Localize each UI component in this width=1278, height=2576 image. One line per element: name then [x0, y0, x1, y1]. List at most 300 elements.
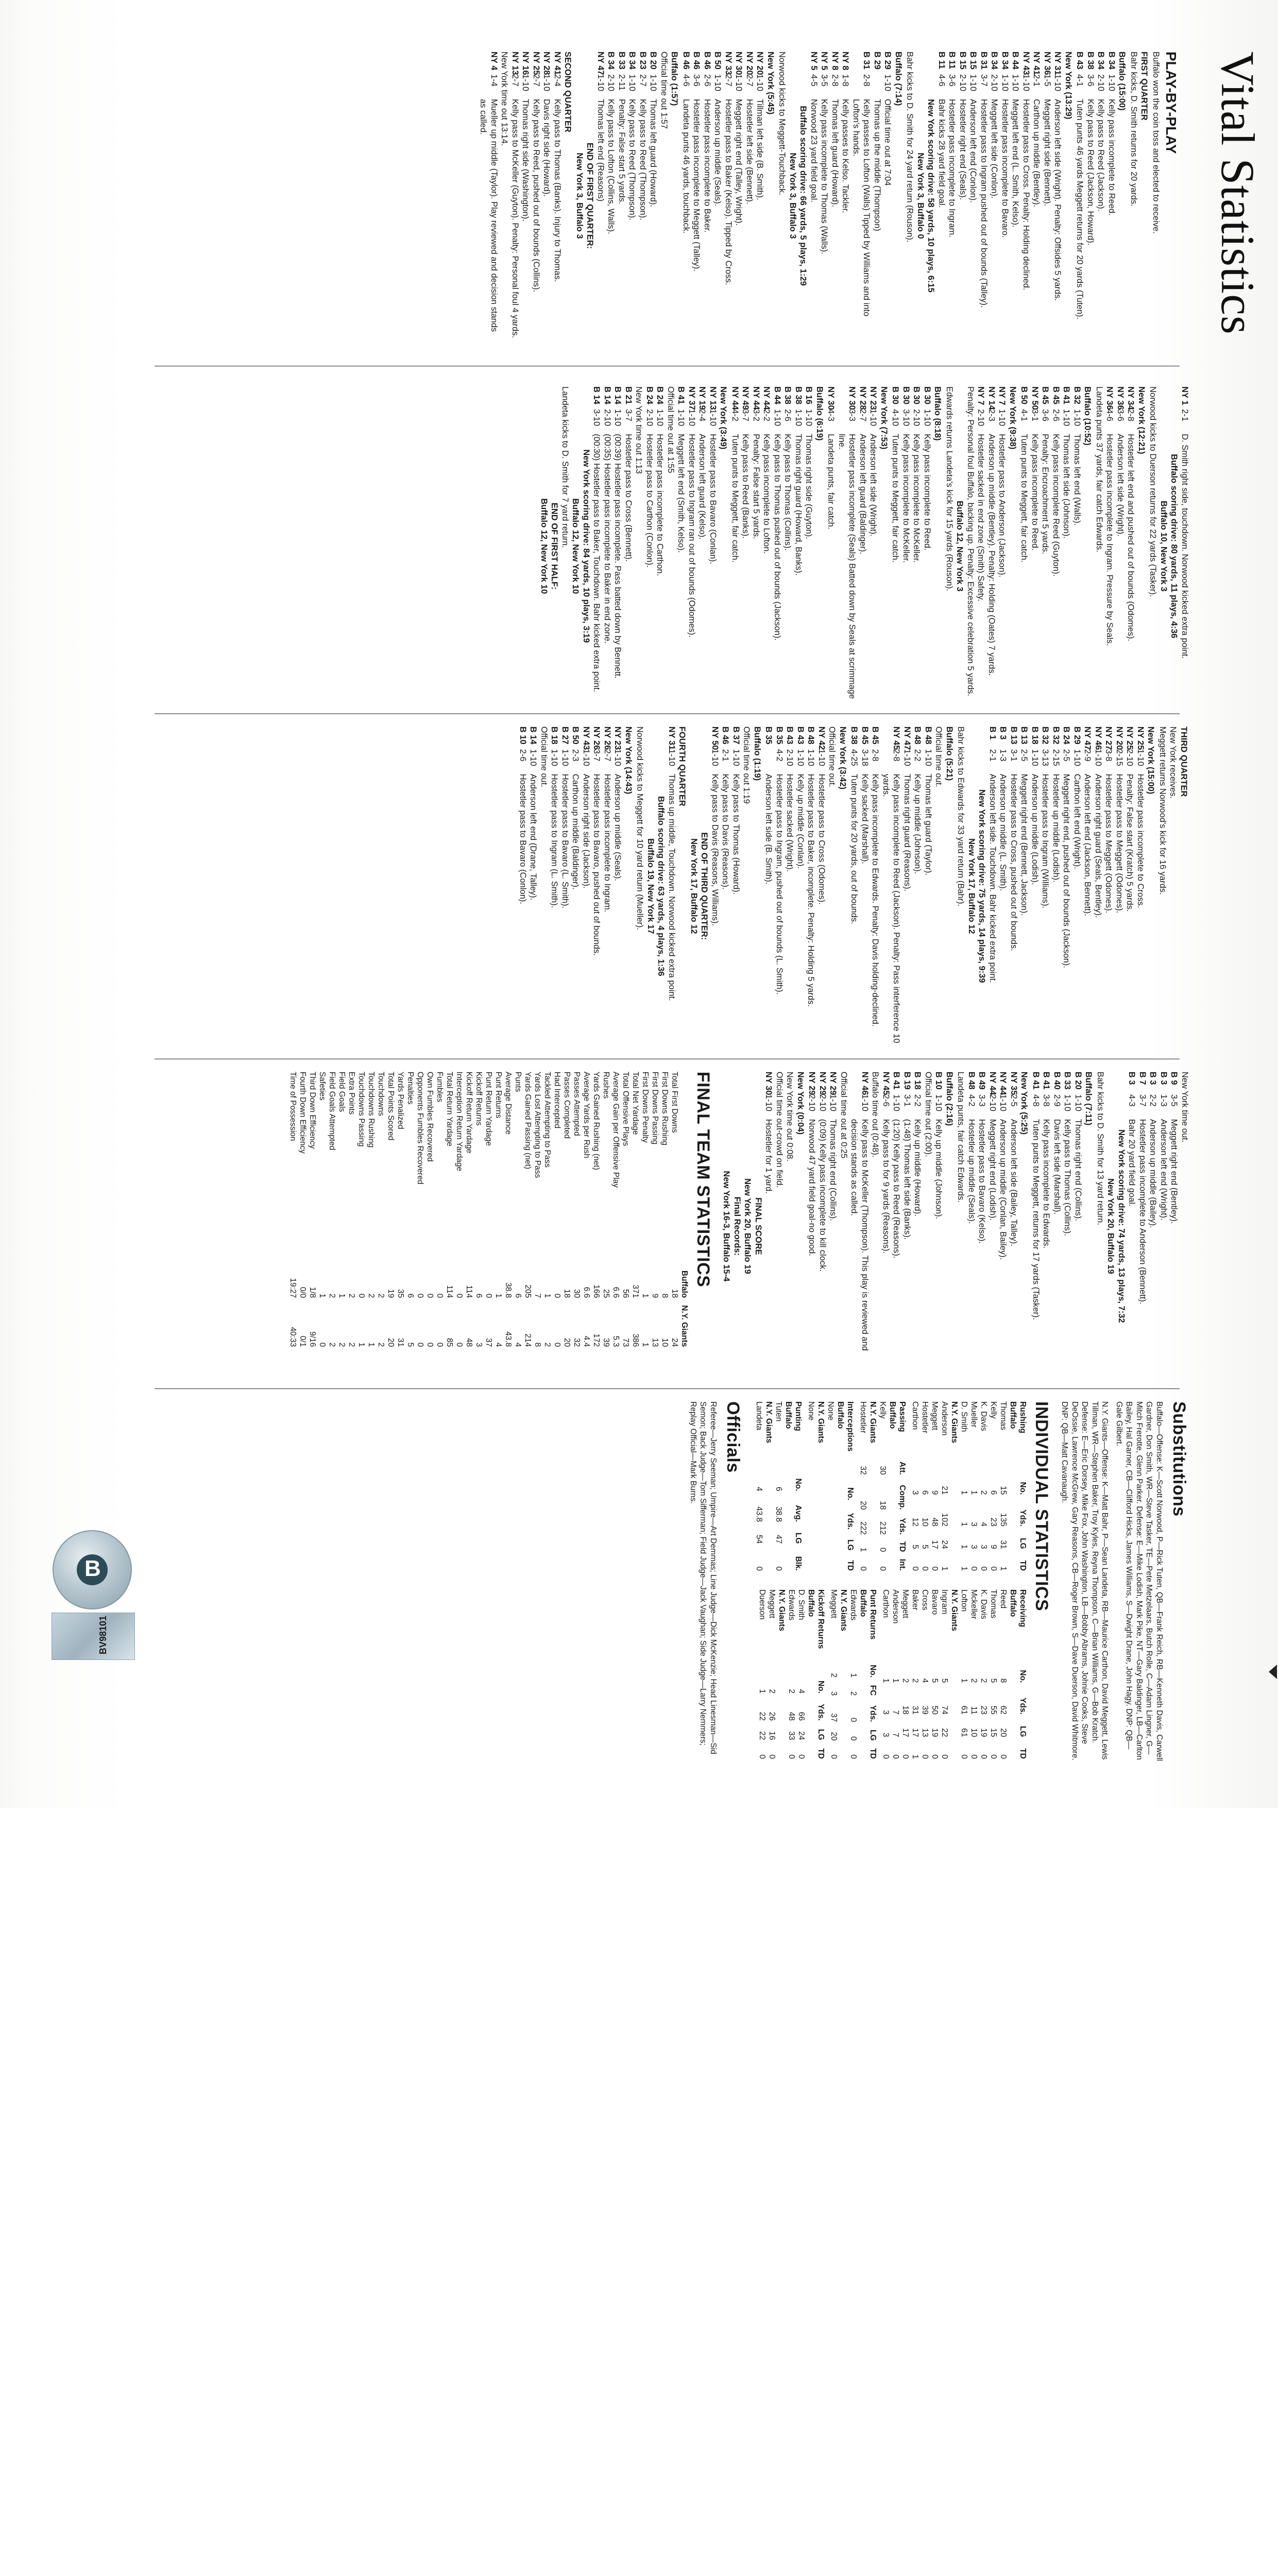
- score-line: END OF THIRD QUARTER:: [700, 832, 709, 940]
- play-row: [804, 386, 814, 706]
- play-row: [1126, 386, 1136, 706]
- play-down: 3-7: [624, 409, 633, 421]
- play-down: 3-7: [592, 749, 602, 761]
- team-stats-row: [484, 1072, 493, 1354]
- play-down: 1-10: [764, 1094, 774, 1112]
- stat-value: 0: [878, 1566, 887, 1571]
- team-stats-row: [474, 1072, 484, 1354]
- play-down: 2-5: [1009, 1094, 1018, 1107]
- play-row: [912, 1072, 923, 1381]
- play-note: Official time out.: [539, 726, 549, 787]
- play-spot: NY 31: [667, 726, 676, 750]
- play-row: [1000, 52, 1011, 340]
- play-row: [1104, 386, 1115, 706]
- stat-giants: 1: [641, 1342, 650, 1347]
- play-row: [655, 386, 666, 706]
- play-spot: B 16: [804, 386, 814, 404]
- play-spot: B 13: [1019, 726, 1029, 744]
- play-down: 2-1: [1032, 74, 1042, 87]
- play-down: 2-11: [617, 74, 626, 91]
- play-text: Kelly pass to Thomas pushed out of bounds (Jackson).: [773, 434, 782, 641]
- player-row: [910, 1589, 920, 1762]
- play-down: 2-10: [606, 74, 616, 92]
- play-row: [979, 52, 990, 340]
- play-text: Meggett right end (Bennett, Jackson).: [1019, 774, 1029, 916]
- play-spot: NY 34: [1126, 386, 1136, 410]
- stat-value: 4: [921, 1678, 929, 1683]
- play-spot: NY 25: [532, 52, 541, 75]
- stat-value: 18: [901, 1705, 910, 1715]
- stat-buffalo: 0: [357, 1293, 366, 1298]
- play-text: (00:39) Hostetler pass incomplete. Pass batted down by Bennett.: [613, 434, 623, 679]
- play-row: [723, 52, 734, 340]
- stat-giants: 20: [386, 1338, 395, 1347]
- play-row: [1041, 1072, 1052, 1381]
- team-stats-row: [562, 1072, 572, 1354]
- play-down: 1-10: [868, 409, 878, 427]
- stat-value: 15: [989, 1728, 998, 1737]
- team-label: N.Y. Giants: [764, 1401, 773, 1443]
- stat-category: Passing: [898, 1401, 907, 1432]
- stat-value: 0: [940, 1754, 949, 1759]
- play-row: [840, 52, 851, 340]
- player-name: Edwards: [787, 1589, 796, 1621]
- play-text: Anderson left side. Touchdown. Bahr kicked extra point.: [988, 774, 997, 984]
- stat-label: Passes Completed: [563, 1072, 571, 1139]
- stat-label: Time of Possession: [288, 1072, 297, 1141]
- pbp-column-1: [478, 52, 1180, 340]
- play-row: [648, 52, 659, 340]
- play-down: 1-10: [710, 749, 720, 767]
- stat-col-header: TD: [868, 1748, 877, 1759]
- play-row: [1010, 52, 1021, 340]
- stat-table: [754, 1401, 803, 1574]
- stat-value: 66: [797, 1711, 806, 1721]
- stat-value: 10: [969, 1728, 978, 1737]
- play-note: Official time out-crowd on field.: [775, 1072, 784, 1188]
- team-stats-header-row: [679, 1072, 689, 1354]
- stat-value: 24: [940, 1540, 949, 1549]
- play-row: [730, 386, 741, 706]
- play-down: 1-10: [1136, 749, 1145, 767]
- stat-value: 39: [921, 1705, 929, 1715]
- play-row: [638, 52, 649, 340]
- play-row: [1115, 386, 1126, 706]
- play-spot: B 10: [518, 726, 527, 744]
- stat-label: Passes Attempted: [572, 1072, 581, 1136]
- play-spot: NY 30: [734, 52, 744, 75]
- play-spot: B 41: [1042, 1072, 1051, 1090]
- play-down: 2-2: [1148, 1094, 1158, 1107]
- play-text: Hostetler pass incomplete (Seals) Batted down by Seals at scrimmage line.: [837, 434, 857, 699]
- player-row: [774, 1401, 783, 1574]
- play-note: New York time out 0:08.: [785, 1072, 795, 1162]
- play-spot: B 14: [603, 386, 612, 404]
- play-row: [923, 726, 934, 1046]
- play-text: Hostetler pass to Bavaro (L. Smith).: [560, 774, 570, 909]
- play-row: [720, 726, 731, 1046]
- team-label-row: [1008, 1401, 1018, 1574]
- play-row: [987, 726, 998, 1046]
- team-label: N.Y. Giants: [816, 1401, 825, 1443]
- team-label: Buffalo: [807, 1589, 815, 1617]
- play-text: Kelly pass to McKeller (Thompson). This play is reviewed and decision stands as called.: [849, 1119, 870, 1351]
- player-name: Thomas: [989, 1589, 998, 1618]
- play-down: 2-7: [724, 74, 733, 87]
- play-spot: NY 5: [809, 52, 819, 71]
- play-down: 2-6: [783, 409, 793, 421]
- play-down: 4-10: [891, 409, 900, 427]
- play-text: Tuten punts to Meggett, returns for 17 yards (Tasker).: [1031, 1119, 1041, 1320]
- play-down: 2-5: [1019, 749, 1029, 761]
- drive-header: Buffalo (1:57): [670, 52, 679, 106]
- play-spot: NY 44: [988, 1072, 997, 1095]
- play-row: [520, 52, 531, 340]
- play-down: 4-6: [681, 74, 691, 87]
- team-stats-row: [542, 1072, 552, 1354]
- play-spot: NY 50: [710, 726, 720, 750]
- stat-label: Had Intercepted: [553, 1072, 561, 1129]
- play-spot: NY 44: [752, 386, 761, 410]
- stat-value: 7: [891, 1732, 900, 1737]
- play-row: [1061, 386, 1072, 706]
- play-spot: B 3: [1127, 1072, 1137, 1085]
- stat-value: 10: [921, 1517, 929, 1527]
- stat-value: 3: [881, 1732, 890, 1737]
- player-name: Mueller: [969, 1401, 978, 1428]
- play-row: [751, 386, 762, 706]
- team-stats-row: [493, 1072, 503, 1354]
- stat-label: Safeties: [318, 1072, 327, 1101]
- play-down: 1-10: [676, 409, 686, 427]
- play-down: 2-7: [638, 74, 647, 87]
- play-text: Kelly pass incomplete to Lofton.: [762, 434, 772, 554]
- play-spot: B 15: [958, 52, 967, 70]
- stat-value: 4: [797, 1689, 806, 1694]
- play-spot: B 38: [849, 726, 859, 744]
- stat-giants: 4: [514, 1342, 522, 1347]
- play-spot: B 46: [681, 52, 691, 70]
- play-row: [911, 386, 922, 706]
- play-spot: NY 8: [841, 52, 850, 71]
- stat-col-header: Comp.: [898, 1485, 907, 1510]
- play-text: Meggett left side (Conlon).: [990, 99, 999, 199]
- play-spot: B 38: [783, 386, 793, 404]
- play-text: Official time out at 7:04: [883, 99, 893, 186]
- pbp-column-4: [288, 1072, 1190, 1381]
- play-row: [761, 386, 772, 706]
- pbp-list-2: [539, 386, 1190, 706]
- play-down: 2-6: [881, 1094, 891, 1107]
- team-stats-row: [356, 1072, 366, 1354]
- player-name: K. Davis: [979, 1401, 988, 1431]
- play-text: Landeta punts, fair catch.: [826, 434, 836, 530]
- team-stats-row: [415, 1072, 425, 1354]
- scoring-drive: Buffalo scoring drive: 66 yards, 5 plays, 1:29: [798, 106, 808, 286]
- stat-value: 20: [829, 1732, 838, 1741]
- play-text: Tuten punts 46 yards Meggett returns for 20 yards (Tuten).: [1075, 99, 1085, 319]
- stat-label: First Downs Penalty: [641, 1072, 650, 1143]
- play-spot: B 50: [571, 726, 581, 744]
- play-spot: NY 7: [997, 386, 1007, 405]
- play-text: Anderson left guard (Kelso).: [697, 434, 707, 540]
- team-label-row: [777, 1589, 787, 1762]
- score-line: Buffalo 12, New York 10: [571, 498, 581, 594]
- player-name: Landeta: [755, 1401, 763, 1431]
- play-down: 1-10: [542, 74, 552, 92]
- play-row: [1073, 1072, 1084, 1381]
- play-spot: B 46: [692, 52, 702, 70]
- play-text: Meggett right end, pushed out of bounds (Jackson).: [1062, 774, 1071, 968]
- play-row: [891, 1072, 902, 1381]
- play-row: [667, 726, 677, 1046]
- team-stats-row: [621, 1072, 631, 1354]
- play-down: 2-10: [976, 409, 986, 427]
- play-spot: NY 42: [817, 726, 826, 750]
- stat-giants: 4: [494, 1342, 503, 1347]
- play-text: Kelly pass incomplete to Reed.: [1030, 434, 1040, 551]
- stat-value: 5: [989, 1678, 998, 1683]
- stat-col-header: LG: [1018, 1726, 1027, 1737]
- play-row: [623, 386, 634, 706]
- subs-buffalo: Buffalo—Offense: K—Scott Norwood, P—Rick Tuten, QB—Frank Reich, RB—Kenneth Davis, Carwell Gardner, Don Smith, WR—Steve Tasker, TE—Pete Metzelaars, Butch Rolle, C—Adam Lingner, G—Mitch Frerotte, Glenn Parker. Defense: E—Mike Lodish, Mark Pike, NT—Gary Baldinger, LB—Carlton Bailey, Hal Garner, CB—Clifford Hicks, James Williams, S—Dwight Drane, John Hagy. DNP: QB—Gale Gilbert.: [1115, 1401, 1164, 1761]
- play-spot: B 46: [721, 726, 730, 744]
- play-spot: B 49: [977, 1072, 987, 1090]
- stat-label: First Downs Rushing: [660, 1072, 669, 1145]
- stat-buffalo: 205: [523, 1284, 532, 1298]
- play-row: [795, 726, 806, 1046]
- play-text: Hostetler up middle (Lodish).: [1051, 774, 1061, 883]
- play-down: 2-3: [987, 409, 996, 421]
- play-note: Official time out 1:19: [742, 726, 752, 804]
- play-text: Tillman left side (B. Smith).: [755, 99, 765, 200]
- play-text: Thomas left guard (Howard).: [649, 99, 658, 207]
- play-spot: NY 45: [892, 726, 901, 750]
- stat-giants: 10: [660, 1338, 669, 1347]
- play-row: [1052, 1072, 1063, 1381]
- drive-header: New York (3:49): [719, 386, 728, 450]
- stat-table: [806, 1401, 855, 1574]
- play-spot: B 1: [988, 726, 997, 740]
- play-text: Tuten punts to Meggett, fair catch.: [730, 434, 740, 563]
- team-stats-row: [503, 1072, 513, 1354]
- stat-giants: 40:33: [288, 1327, 297, 1347]
- stat-buffalo: 0: [455, 1293, 464, 1298]
- play-text: Anderson left side (Wright).: [868, 434, 878, 537]
- player-row: [767, 1589, 777, 1762]
- play-row: [902, 1072, 913, 1381]
- stat-giants: 85: [445, 1338, 454, 1347]
- stat-value: 1: [859, 1547, 867, 1552]
- play-down: 2-3: [571, 749, 581, 761]
- play-text: Kelly pass incomplete to Edwards.: [1042, 1119, 1051, 1249]
- stat-block: [910, 1401, 1028, 1574]
- stat-label: Yards Lost Attempting to Pass: [533, 1072, 542, 1178]
- play-down: 1-3: [998, 749, 1008, 761]
- play-row: [1124, 726, 1135, 1046]
- stat-col-header: No.: [1018, 1482, 1027, 1495]
- play-row: [1148, 1072, 1158, 1381]
- stat-value: 5: [940, 1678, 949, 1683]
- page-corner-mark: [1269, 1665, 1277, 1679]
- team-label: Buffalo: [1009, 1401, 1017, 1429]
- play-row: [1085, 52, 1096, 340]
- stat-value: 23: [979, 1705, 988, 1715]
- play-down: 1-10: [1072, 409, 1082, 427]
- stat-label: Fumbles: [435, 1072, 444, 1103]
- play-text: Kelly pass to Reed (Banks).: [741, 434, 751, 539]
- play-down: 1-10: [613, 749, 623, 767]
- team-stats-row: [317, 1072, 327, 1354]
- play-row: [849, 1072, 870, 1381]
- play-text: Thomas right end (Collins).: [828, 1119, 838, 1222]
- stat-value: 222: [859, 1521, 867, 1535]
- stat-col-header: No.: [816, 1681, 825, 1694]
- play-spot: NY 30: [826, 386, 836, 410]
- play-text: Hostetler right end (Seals).: [958, 99, 967, 200]
- play-down: 3-10: [901, 409, 911, 427]
- play-down: 2-7: [745, 74, 754, 87]
- play-row: [595, 52, 606, 340]
- stat-label: Touchdowns: [377, 1072, 385, 1116]
- stat-label: Kickoff Return Yardage: [465, 1072, 473, 1154]
- play-text: Anderson left end (Wright).: [1159, 1119, 1168, 1221]
- stat-block: [757, 1589, 826, 1762]
- play-text: Thomas right end (Collins).: [1073, 1119, 1083, 1222]
- stat-value: 61: [960, 1705, 968, 1715]
- play-spot: B 50: [1019, 386, 1029, 404]
- play-row: [868, 386, 879, 706]
- play-text: Hostetler pass incomplete to Anderson (Bennett).: [1138, 1119, 1147, 1304]
- stat-col-header: Yds.: [1018, 1510, 1027, 1527]
- stat-buffalo: 1: [318, 1293, 327, 1298]
- team-stats-row: [288, 1072, 298, 1354]
- score-line: Buffalo 19, New York 17: [646, 838, 655, 934]
- player-name: K. Davis: [979, 1589, 988, 1619]
- play-spot: B 35: [764, 726, 774, 744]
- play-down: 2-1: [721, 749, 730, 761]
- play-text: Kelly pass to Thomas (Howard).: [731, 774, 741, 895]
- play-text: Kelly pass incomplete to Edwards. Penalty: Davis holding-declined.: [871, 774, 880, 1027]
- stat-buffalo: 18: [670, 1289, 679, 1298]
- team-stats-row: [376, 1072, 386, 1354]
- team-label: N.Y. Giants: [868, 1401, 877, 1443]
- play-text: Thomas right guard (Howard, Banks).: [794, 434, 803, 576]
- play-spot: B 14: [592, 386, 602, 404]
- stat-giants: 0/1: [298, 1335, 307, 1347]
- stat-value: 2: [911, 1678, 919, 1683]
- play-row: [826, 386, 837, 706]
- officials-heading: Officials: [723, 1401, 743, 1473]
- play-spot: NY 30: [847, 386, 857, 410]
- play-row: [817, 1072, 828, 1381]
- stat-buffalo: 30: [572, 1289, 581, 1298]
- stat-value: 17: [901, 1728, 910, 1737]
- stat-value: 22: [940, 1728, 949, 1737]
- play-row: [966, 1072, 977, 1381]
- play-down: 3-6: [1086, 74, 1095, 87]
- stat-buffalo: 2: [377, 1293, 385, 1298]
- play-row: [989, 52, 1000, 340]
- stat-category: Receiving: [1018, 1589, 1027, 1628]
- team-stats-body: [288, 1072, 679, 1354]
- stat-header-row: [1018, 1401, 1028, 1574]
- play-text: Tuten punts for 20 yards, out of bounds.: [849, 774, 859, 924]
- play-down: 2-1: [988, 749, 997, 761]
- play-text: Kelly pass to Davis (Reasons, Williams).: [710, 774, 720, 926]
- play-row: [612, 386, 623, 706]
- play-down: 2-4: [553, 74, 562, 87]
- play-spot: B 50: [713, 52, 723, 70]
- play-text: Kelly up middle (Conlan).: [796, 774, 805, 869]
- play-note: New York receives.: [1168, 726, 1178, 799]
- play-row: [977, 1072, 987, 1381]
- play-down: 3-6: [692, 74, 702, 87]
- player-name: Bavaro: [930, 1589, 939, 1615]
- stat-col-header: TD: [1018, 1748, 1027, 1759]
- stat-label: Own Fumbles Recovered: [425, 1072, 434, 1162]
- play-row: [933, 1072, 944, 1381]
- play-text: Thomas left guard (Taylor).: [924, 774, 933, 876]
- stat-value: 1: [999, 1566, 1008, 1571]
- player-name: Duerson: [758, 1589, 766, 1620]
- play-spot: B 19: [902, 1072, 912, 1090]
- play-spot: B 43: [1075, 52, 1085, 70]
- player-row: [998, 1589, 1008, 1762]
- stat-value: 55: [989, 1705, 998, 1715]
- play-spot: NY 26: [592, 726, 602, 750]
- scoring-drive: New York scoring drive: 58 yards, 10 plays, 6:15: [926, 99, 936, 293]
- stat-value: 1: [960, 1522, 968, 1527]
- stat-buffalo: 38.8: [504, 1282, 513, 1298]
- stat-col-header: LG: [846, 1539, 855, 1551]
- play-down: 2-10: [988, 1094, 997, 1112]
- stat-value: 11: [969, 1706, 978, 1715]
- play-text: Hostetler pass to Bavaro (Conlan).: [708, 434, 718, 565]
- play-row: [1075, 52, 1085, 340]
- play-down: 2-10: [818, 1094, 827, 1112]
- player-name: Kelly: [878, 1401, 887, 1419]
- play-text: Hostetler sacked (Wright).: [785, 774, 795, 872]
- play-row: [968, 52, 979, 340]
- stat-giants: 0: [318, 1342, 327, 1347]
- play-spot: NY 20: [1115, 726, 1124, 750]
- play-note: Buffalo time out (0:48).: [871, 1072, 880, 1158]
- play-spot: NY 44: [762, 386, 772, 410]
- play-row: [890, 386, 901, 706]
- stat-buffalo: 8: [660, 1293, 669, 1298]
- play-row: [901, 386, 912, 706]
- play-text: Hostetler pass to Ingram, pushed out of bounds (L. Smith).: [775, 774, 784, 995]
- play-text: Anderson up middle (Seals).: [713, 99, 723, 207]
- play-text: Norwood 47 yard field goal-no good.: [807, 1119, 817, 1257]
- play-text: Kelly pass to Thomas (Collins).: [783, 434, 793, 551]
- stat-value: 0: [979, 1566, 988, 1571]
- play-spot: B 20: [1073, 1072, 1083, 1090]
- play-down: 1-10: [1030, 749, 1040, 767]
- play-spot: NY 36: [1116, 386, 1125, 410]
- play-spot: NY 1: [1180, 386, 1189, 405]
- score-line: New York 16-3, Buffalo 15-4: [722, 1171, 731, 1282]
- stat-giants: 8: [533, 1342, 542, 1347]
- stat-giants: 39: [602, 1338, 610, 1347]
- team-label: Buffalo: [1009, 1589, 1017, 1617]
- stat-label: Total Return Yardage: [445, 1072, 454, 1147]
- play-down: 2-7: [510, 74, 520, 87]
- play-row: [617, 52, 627, 340]
- team-label: N.Y. Giants: [950, 1401, 959, 1443]
- stat-label: Touchdowns Passing: [357, 1072, 366, 1147]
